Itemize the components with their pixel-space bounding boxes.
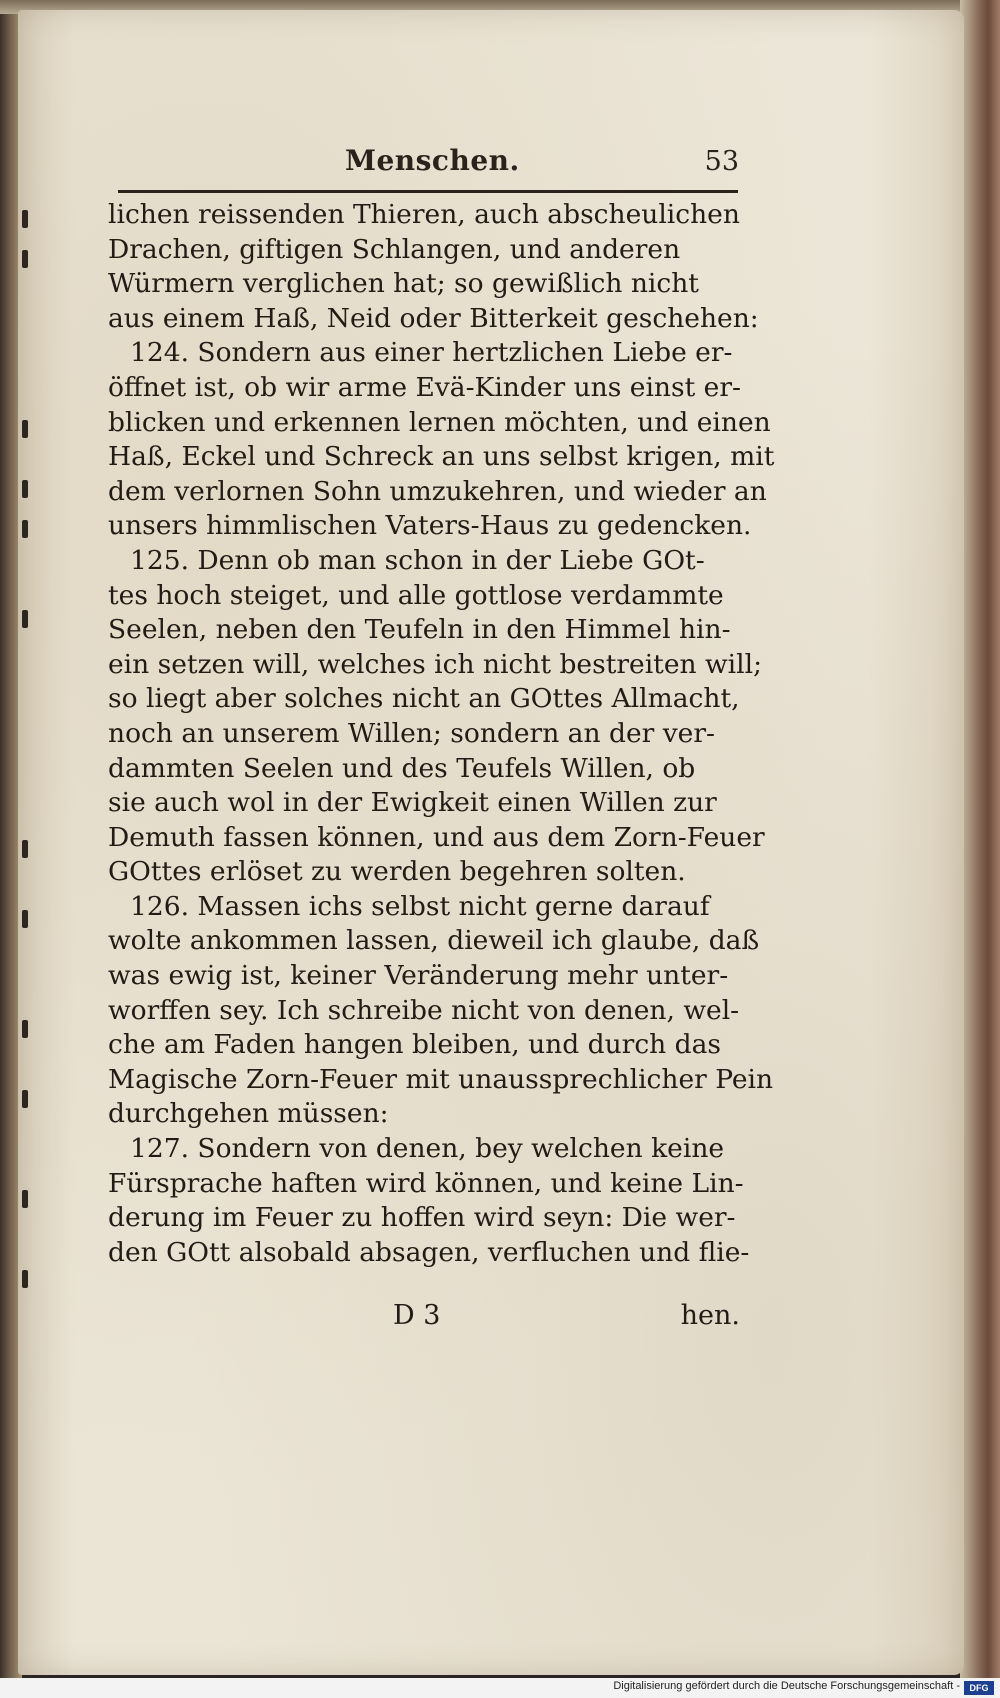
text-line: dammten Seelen und des Teufels Willen, ob bbox=[108, 752, 696, 784]
text-line: GOttes erlöset zu werden begehren solten. bbox=[108, 856, 686, 888]
paragraph-124-start: 124. Sondern aus einer hertzlichen Liebe er- bbox=[130, 337, 733, 369]
text-line: derung im Feuer zu hoffen wird seyn: Die wer- bbox=[108, 1202, 736, 1234]
text-line: Demuth fassen können, und aus dem Zorn-Feuer bbox=[108, 821, 765, 853]
text-line: so liegt aber solches nicht an GOttes Allmacht, bbox=[108, 683, 740, 715]
text-line: tes hoch steiget, und alle gottlose verdammte bbox=[108, 579, 724, 611]
text-line: Haß, Eckel und Schreck an uns selbst krigen, mit bbox=[108, 441, 775, 473]
page-header bbox=[105, 140, 745, 184]
text-line: lichen reissenden Thieren, auch abscheulichen bbox=[108, 199, 740, 230]
text-line: che am Faden hangen bleiben, und durch das bbox=[108, 1029, 722, 1061]
text-line: Würmern verglichen hat; so gewißlich nicht bbox=[108, 268, 699, 300]
text-line: sie auch wol in der Ewigkeit einen Willen zur bbox=[108, 787, 717, 819]
text-line: worffen sey. Ich schreibe nicht von denen, wel- bbox=[108, 994, 740, 1026]
text-line: dem verlornen Sohn umzukehren, und wieder an bbox=[108, 475, 767, 507]
page-number: 53 bbox=[704, 146, 739, 177]
text-line: wolte ankommen lassen, dieweil ich glaube, daß bbox=[108, 925, 760, 957]
catchword: hen. bbox=[680, 1300, 740, 1331]
text-line: unsers himmlischen Vaters-Haus zu gedencken. bbox=[108, 510, 752, 542]
text-line: den GOtt alsobald absagen, verfluchen und flie- bbox=[108, 1236, 750, 1268]
text-line: ein setzen will, welches ich nicht bestreiten will; bbox=[108, 648, 763, 680]
text-line: Fürsprache haften wird können, und keine Lin- bbox=[108, 1167, 744, 1199]
header-rule bbox=[118, 190, 738, 193]
text-line: Magische Zorn-Feuer mit unaussprechlicher Pein bbox=[108, 1063, 774, 1095]
text-line: was ewig ist, keiner Veränderung mehr unter- bbox=[108, 960, 729, 992]
text-line: durchgehen müssen: bbox=[108, 1098, 389, 1130]
text-line: Seelen, neben den Teufeln in den Himmel hin- bbox=[108, 614, 731, 646]
page-footer bbox=[108, 1300, 748, 1340]
paragraph-126-start: 126. Massen ichs selbst nicht gerne darauf bbox=[130, 890, 710, 922]
text-line: noch an unserem Willen; sondern an der ver- bbox=[108, 717, 715, 749]
gutter-show-through bbox=[18, 190, 36, 1390]
text-line: aus einem Haß, Neid oder Bitterkeit geschehen: bbox=[108, 302, 759, 334]
paragraph-127-start: 127. Sondern von denen, bey welchen keine bbox=[130, 1133, 725, 1165]
text-line: Drachen, giftigen Schlangen, und anderen bbox=[108, 233, 681, 265]
text-line: blicken und erkennen lernen möchten, und einen bbox=[108, 406, 771, 438]
body-text bbox=[108, 198, 775, 1270]
digitization-credit: Digitalisierung gefördert durch die Deutsche Forschungsgemeinschaft - bbox=[613, 1680, 960, 1692]
text-line: öffnet ist, ob wir arme Evä-Kinder uns einst er- bbox=[108, 371, 741, 403]
running-head: Menschen. bbox=[345, 144, 520, 177]
signature-mark: D 3 bbox=[393, 1300, 441, 1331]
book-fore-edge bbox=[960, 0, 1000, 1680]
paragraph-125-start: 125. Denn ob man schon in der Liebe GOt- bbox=[130, 544, 705, 576]
dfg-logo-icon: DFG bbox=[964, 1681, 994, 1695]
